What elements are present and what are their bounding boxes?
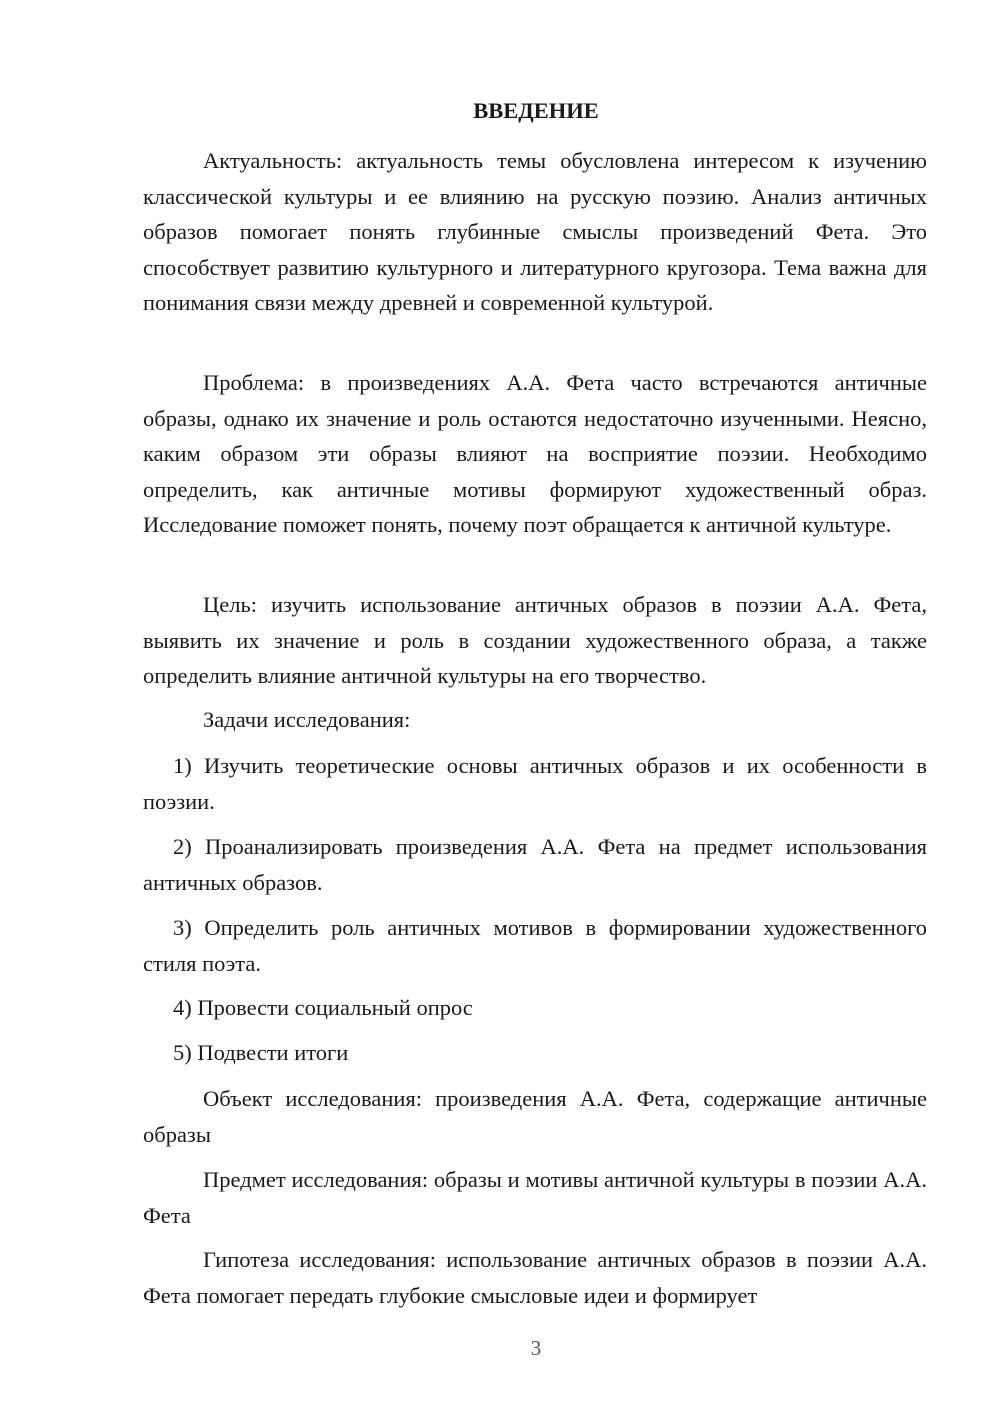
section-title: ВВЕДЕНИЕ [473, 98, 599, 123]
task-item-2: 2) Проанализировать произведения А.А. Фета на предмет использования античных образов. [143, 834, 927, 895]
paragraph-subject: Предмет исследования: образы и мотивы античной культуры в поэзии А.А. Фета [143, 1167, 927, 1228]
tasks-heading: Задачи исследования: [203, 707, 411, 732]
task-item-3: 3) Определить роль античных мотивов в формировании художественного стиля поэта. [143, 915, 927, 976]
task-item-4: 4) Провести социальный опрос [173, 995, 473, 1020]
page-number: 3 [530, 1336, 542, 1360]
paragraph-hypothesis: Гипотеза исследования: использование античных образов в поэзии А.А. Фета помогает передать глубокие смысловые идеи и формирует [143, 1247, 927, 1308]
paragraph-relevance: Актуальность: актуальность темы обусловлена интересом к изучению классической культуры и ее влиянию на русскую поэзию. Анализ античных образов помогает понять глубинные смыслы произведений Фета. Это способствует развитию культурного и литературного кругозора. Тема важна для понимания связи между древней и современной культурой. [143, 148, 927, 315]
paragraph-problem: Проблема: в произведениях А.А. Фета часто встречаются античные образы, однако их значение и роль остаются недостаточно изученными. Неясно, каким образом эти образы влияют на восприятие поэзии. Необходимо определить, как античные мотивы формируют художественный образ. Исследование поможет понять, почему поэт обращается к античной культуре. [143, 370, 927, 537]
task-item-1: 1) Изучить теоретические основы античных образов и их особенности в поэзии. [143, 753, 927, 814]
paragraph-goal: Цель: изучить использование античных образов в поэзии А.А. Фета, выявить их значение и роль в создании художественного образа, а также определить влияние античной культуры на его творчество. [143, 592, 927, 688]
paragraph-object: Объект исследования: произведения А.А. Фета, содержащие античные образы [143, 1086, 927, 1147]
task-item-5: 5) Подвести итоги [173, 1040, 349, 1065]
